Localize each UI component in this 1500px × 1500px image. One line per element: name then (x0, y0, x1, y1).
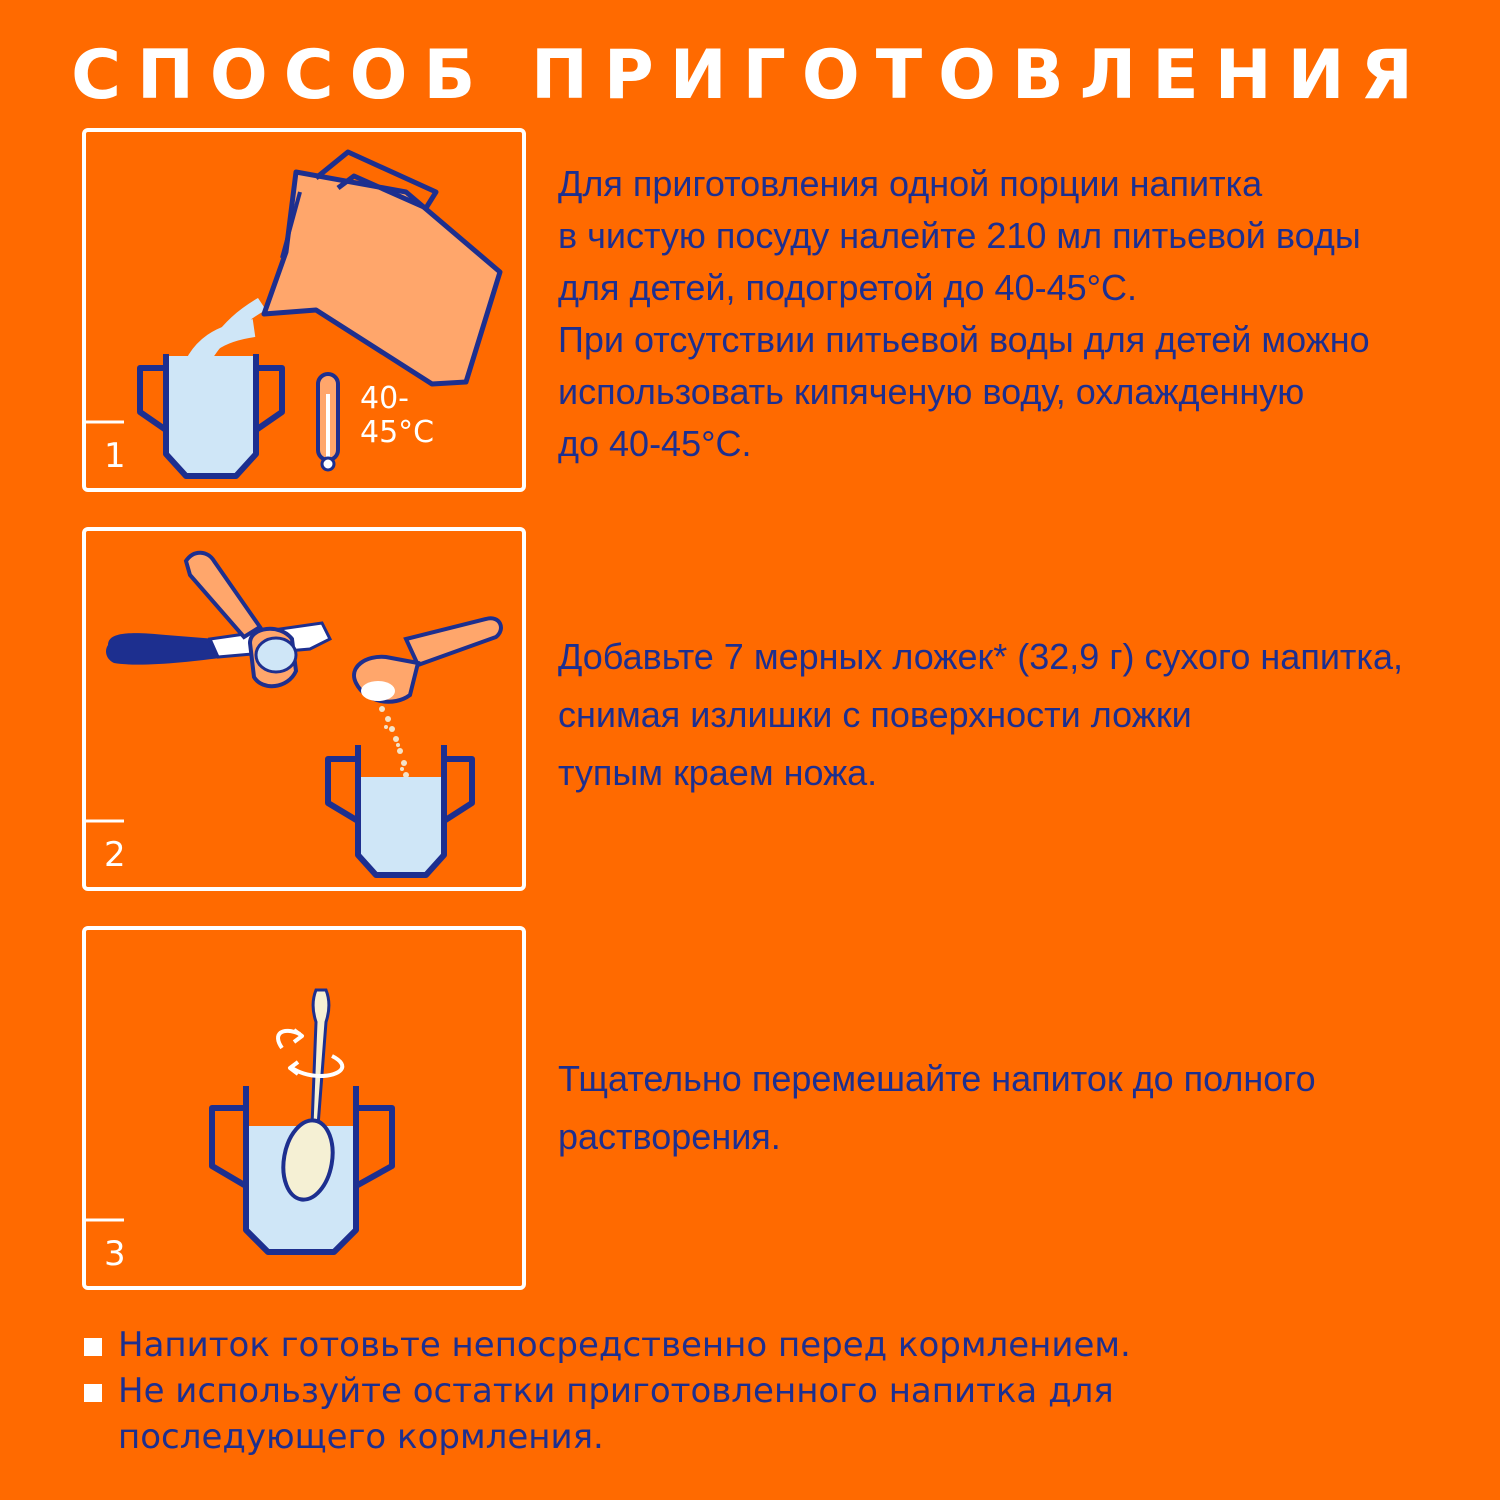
step-line: в чистую посуду налейте 210 мл питьевой воды (558, 215, 1361, 256)
step-line: Тщательно перемешайте напиток до полного (558, 1058, 1316, 1099)
step-number: 2 (104, 835, 126, 875)
step-3-panel (82, 926, 526, 1290)
stir-arrows-icon (278, 1030, 342, 1076)
square-bullet-icon (84, 1338, 102, 1356)
step-2-panel (82, 527, 526, 891)
cup-icon (328, 745, 472, 875)
note-item (82, 1368, 1462, 1460)
step-line: снимая излишки с поверхности ложки (558, 694, 1192, 735)
page-title: СПОСОБ ПРИГОТОВЛЕНИЯ (71, 36, 1429, 115)
step-line: Добавьте 7 мерных ложек* (32,9 г) сухого напитка, (558, 636, 1403, 677)
notes-list (82, 1322, 1462, 1460)
jug-icon (264, 152, 500, 384)
scoop-icon (186, 553, 296, 686)
step-1-text (558, 158, 1458, 470)
note-text: Не используйте остатки приготовленного напитка для последующего кормления. (118, 1371, 1114, 1457)
temperature-line-1: 40- (360, 381, 409, 416)
step-line: тупым краем ножа. (558, 752, 878, 793)
step-line: использовать кипяченую воду, охлажденную (558, 371, 1305, 412)
step-1-illustration (86, 132, 522, 488)
step-number: 1 (104, 436, 126, 476)
note-text: Напиток готовьте непосредственно перед кормлением. (118, 1325, 1131, 1365)
step-2-text (558, 628, 1458, 802)
step-2-illustration (86, 531, 522, 887)
step-line: для детей, подогретой до 40-45°C. (558, 267, 1138, 308)
note-item (82, 1322, 1462, 1368)
step-line: до 40-45°C. (558, 423, 752, 464)
step-line: Для приготовления одной порции напитка (558, 163, 1263, 204)
temperature-line-2: 45°C (360, 415, 435, 450)
step-1-panel (82, 128, 526, 492)
square-bullet-icon (84, 1384, 102, 1402)
step-number: 3 (104, 1234, 126, 1274)
step-3-text (558, 1050, 1458, 1166)
step-3-illustration (86, 930, 522, 1286)
step-line: растворения. (558, 1116, 781, 1157)
thermometer-icon (318, 374, 338, 470)
spoon-icon (277, 990, 338, 1204)
cup-icon (140, 328, 282, 476)
step-line: При отсутствии питьевой воды для детей можно (558, 319, 1370, 360)
scoop-icon (354, 618, 501, 701)
